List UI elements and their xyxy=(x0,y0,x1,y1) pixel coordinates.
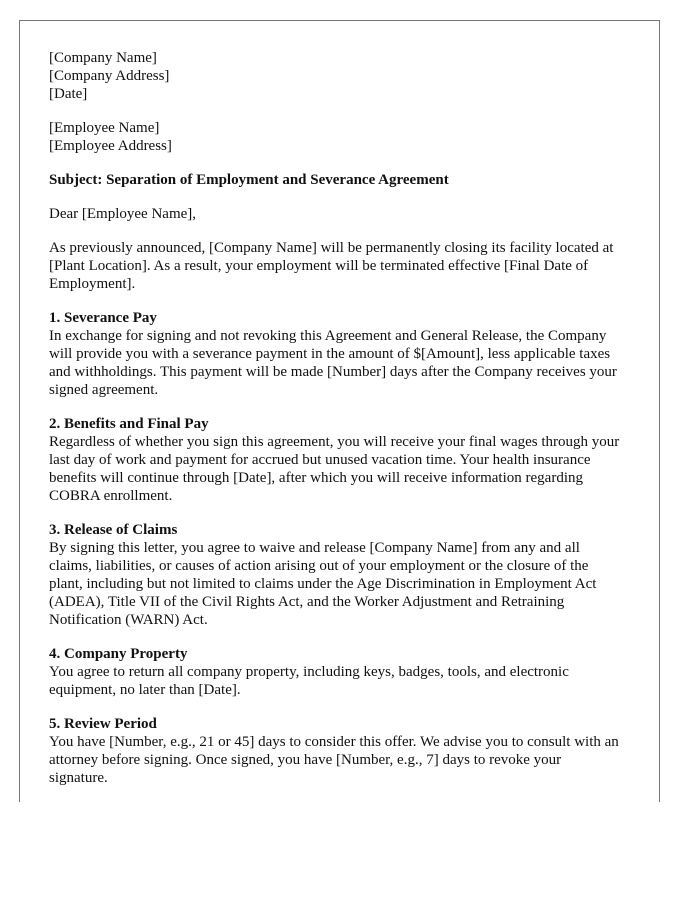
greeting: Dear [Employee Name], xyxy=(49,206,197,222)
subject-line: Subject: Separation of Employment and Severance Agreement xyxy=(49,172,449,188)
section-body: In exchange for signing and not revoking this Agreement and General Release, the Company will provide you with a severance payment in the amount of $[Amount], less applicable taxes and withholdings. This payment will be made [Number] days after the Company receives your signed agreement. xyxy=(49,328,617,398)
section-title: 5. Review Period xyxy=(49,716,157,732)
section-body: By signing this letter, you agree to waive and release [Company Name] from any and all claims, liabilities, or causes of action arising out of your employment or the closure of the plant, including but not limited to claims under the Age Discrimination in Employment Act (ADEA), Title VII of the Civil Rights Act, and the Worker Adjustment and Retraining Notification (WARN) Act. xyxy=(49,540,597,628)
section-benefits-final-pay xyxy=(49,415,621,505)
letter-date: [Date] xyxy=(49,86,88,102)
section-title: 1. Severance Pay xyxy=(49,310,157,326)
section-title: 2. Benefits and Final Pay xyxy=(49,416,209,432)
section-body: Regardless of whether you sign this agreement, you will receive your final wages through your last day of work and payment for accrued but unused vacation time. Your health insurance benefits will continue through [Date], after which you will receive information regarding COBRA enrollment. xyxy=(49,434,620,504)
employee-name: [Employee Name] xyxy=(49,120,160,136)
sender-block xyxy=(49,49,621,103)
employee-address: [Employee Address] xyxy=(49,138,172,154)
section-title: 4. Company Property xyxy=(49,646,188,662)
letter-page xyxy=(19,20,660,802)
recipient-block xyxy=(49,119,621,155)
section-body: You agree to return all company property, including keys, badges, tools, and electronic equipment, no later than [Date]. xyxy=(49,664,569,698)
section-review-period xyxy=(49,715,621,787)
section-release-of-claims xyxy=(49,521,621,629)
company-name: [Company Name] xyxy=(49,50,157,66)
section-company-property xyxy=(49,645,621,699)
letter-content xyxy=(49,49,621,787)
company-address: [Company Address] xyxy=(49,68,170,84)
section-severance-pay xyxy=(49,309,621,399)
intro-paragraph: As previously announced, [Company Name] will be permanently closing its facility located at [Plant Location]. As a result, your employment will be terminated effective [Final Date of Employment]. xyxy=(49,240,614,292)
section-title: 3. Release of Claims xyxy=(49,522,178,538)
section-body: You have [Number, e.g., 21 or 45] days to consider this offer. We advise you to consult with an attorney before signing. Once signed, you have [Number, e.g., 7] days to revoke your signature. xyxy=(49,734,619,786)
